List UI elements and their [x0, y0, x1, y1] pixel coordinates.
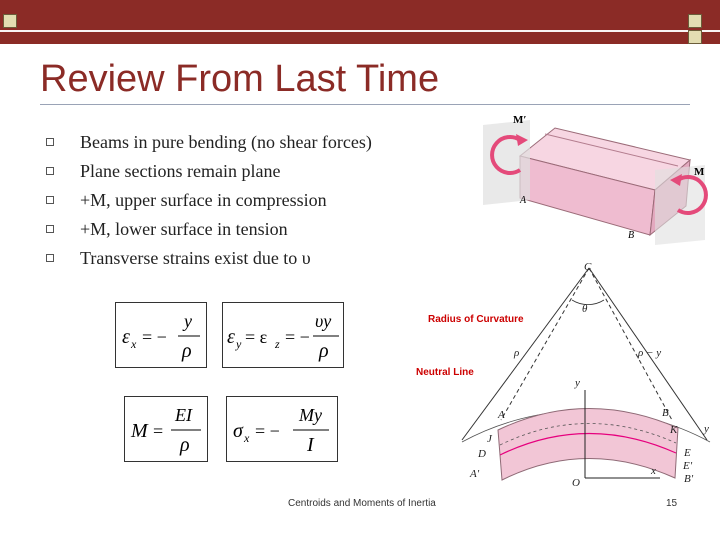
- beam-label-m-prime: M′: [513, 114, 527, 126]
- eq-operator: = −: [255, 421, 280, 441]
- footer-text: Centroids and Moments of Inertia: [288, 498, 436, 509]
- label-a: A: [498, 409, 505, 421]
- eq-operator: = ε: [245, 327, 268, 347]
- annotation-radius-of-curvature: Radius of Curvature: [428, 314, 524, 325]
- eq-denominator: ρ: [180, 434, 190, 456]
- beam-label-b: B: [628, 230, 635, 241]
- eq-denominator: ρ: [319, 340, 329, 362]
- label-e: E: [684, 447, 691, 459]
- label-b: B: [662, 407, 669, 419]
- page-number: 15: [666, 498, 678, 509]
- label-o: O: [572, 477, 580, 489]
- eq-symbol: M: [131, 420, 148, 442]
- eq-numerator: EI: [175, 405, 192, 425]
- eq-operator: = −: [285, 327, 310, 347]
- eq-operator: =: [153, 421, 164, 441]
- label-c: C: [584, 261, 592, 273]
- eq-subscript: x: [244, 431, 250, 445]
- label-j: J: [487, 433, 492, 445]
- label-k: K: [670, 424, 678, 436]
- slide-title: Review From Last Time: [40, 58, 440, 100]
- annotation-neutral-line: Neutral Line: [416, 367, 474, 378]
- eq-operator: = −: [142, 327, 167, 347]
- curvature-diagram: [462, 261, 710, 489]
- bullet-item: Beams in pure bending (no shear forces): [46, 132, 372, 161]
- bullet-item: Plane sections remain plane: [46, 161, 372, 190]
- label-x: x: [651, 465, 656, 477]
- label-b-prime: B′: [684, 473, 694, 485]
- label-rho: ρ: [514, 347, 520, 359]
- eq-denominator: I: [307, 434, 314, 456]
- eq-symbol: σ: [233, 420, 243, 442]
- label-e-prime: E′: [683, 460, 693, 472]
- beam-label-a: A: [520, 195, 527, 206]
- eq-numerator: My: [299, 405, 322, 425]
- eq-subscript: y: [236, 337, 242, 351]
- beam-3d: [483, 114, 706, 245]
- bullet-item: +M, lower surface in tension: [46, 219, 372, 248]
- eq-subscript: x: [131, 337, 137, 351]
- label-y-right: y: [704, 423, 709, 435]
- eq-subscript: z: [275, 337, 280, 351]
- eq-symbol: ε: [227, 326, 235, 348]
- label-a-prime: A′: [470, 468, 480, 480]
- bullet-item: Transverse strains exist due to υ: [46, 248, 372, 277]
- label-y: y: [575, 377, 580, 389]
- eq-denominator: ρ: [182, 340, 192, 362]
- eq-numerator: y: [184, 311, 192, 331]
- beam-label-m: M: [694, 166, 705, 178]
- label-rho-minus-y: ρ − y: [638, 347, 662, 359]
- label-d: D: [478, 448, 486, 460]
- eq-numerator: υy: [315, 311, 332, 331]
- bullet-item: +M, upper surface in compression: [46, 190, 372, 219]
- label-theta: θ: [582, 303, 588, 315]
- eq-symbol: ε: [122, 326, 130, 348]
